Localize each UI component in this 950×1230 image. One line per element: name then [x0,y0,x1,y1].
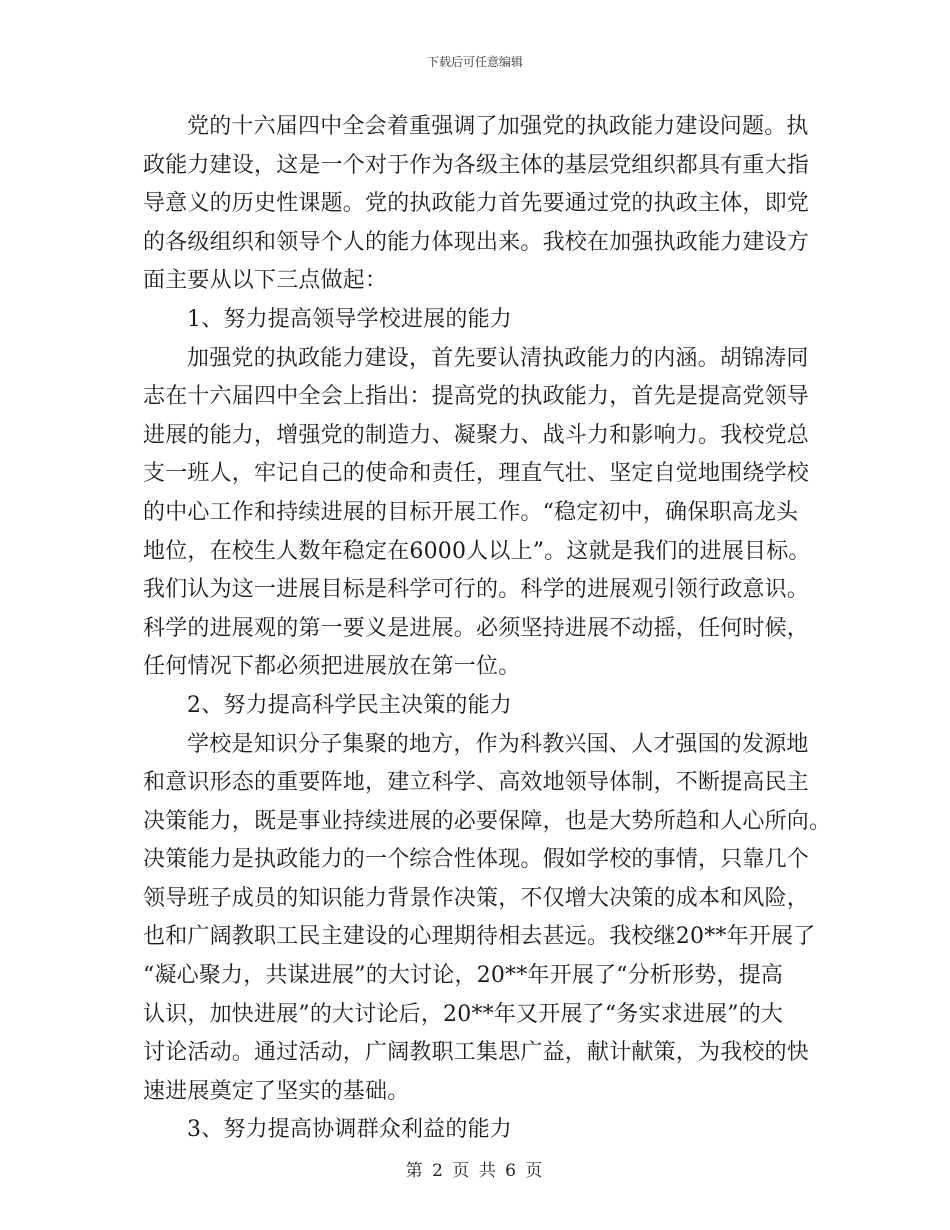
text-line: 我们认为这一进展目标是科学可行的。科学的进展观引领行政意识。 [143,577,810,603]
text-line: 讨论活动。通过活动，广阔教职工集思广益，献计献策，为我校的快 [143,1040,810,1066]
text-line: 也和广阔教职工民主建设的心理期待相去甚远。我校继20**年开展了 [143,924,816,950]
text-line: 的中心工作和持续进展的目标开展工作。“稳定初中，确保职高龙头 [143,499,799,525]
text-line: 支一班人，牢记自己的使命和责任，理直气壮、坚定自觉地围绕学校 [143,461,810,487]
text-line: 面主要从以下三点做起： [143,268,388,294]
text-line: 的各级组织和领导个人的能力体现出来。我校在加强执政能力建设方 [143,229,810,255]
text-line: 决策能力，既是事业持续进展的必要保障，也是大势所趋和人心所向。 [143,808,832,834]
text-line: 任何情况下都必须把进展放在第一位。 [143,654,521,680]
page-footer: 第 2 页 共 6 页 [405,1161,545,1181]
text-line: 地位，在校生人数年稳定在6000人以上”。这就是我们的进展目标。 [143,538,811,564]
text-line: 和意识形态的重要阵地，建立科学、高效地领导体制，不断提高民主 [143,770,810,796]
page-header: 下载后可任意编辑 [426,55,523,69]
text-line: 2、努力提高科学民主决策的能力 [187,692,512,718]
text-line: 政能力建设，这是一个对于作为各级主体的基层党组织都具有重大指 [143,152,810,178]
text-line: 志在十六届四中全会上指出：提高党的执政能力，首先是提高党领导 [143,384,810,410]
text-line: 学校是知识分子集聚的地方，作为科教兴国、人才强国的发源地 [187,731,809,757]
text-line: 1、努力提高领导学校进展的能力 [187,306,512,332]
text-line: 党的十六届四中全会着重强调了加强党的执政能力建设问题。执 [187,114,809,139]
text-line: 认识，加快进展”的大讨论后，20**年又开展了“务实求进展”的大 [143,1001,784,1027]
text-line: “凝心聚力，共谋进展”的大讨论，20**年开展了“分析形势，提高 [143,963,784,989]
text-line: 进展的能力，增强党的制造力、凝聚力、战斗力和影响力。我校党总 [143,422,810,448]
text-line: 决策能力是执政能力的一个综合性体现。假如学校的事情，只靠几个 [143,847,810,873]
text-line: 3、努力提高协调群众利益的能力 [187,1117,512,1143]
text-line: 领导班子成员的知识能力背景作决策，不仅增大决策的成本和风险， [143,885,810,911]
text-line: 科学的进展观的第一要义是进展。必须坚持进展不动摇，任何时候， [143,615,810,641]
document-body [143,108,832,1150]
text-line: 导意义的历史性课题。党的执政能力首先要通过党的执政主体，即党 [143,191,810,217]
text-line: 速进展奠定了坚实的基础。 [143,1078,410,1104]
text-line: 加强党的执政能力建设，首先要认清执政能力的内涵。胡锦涛同 [187,345,809,371]
